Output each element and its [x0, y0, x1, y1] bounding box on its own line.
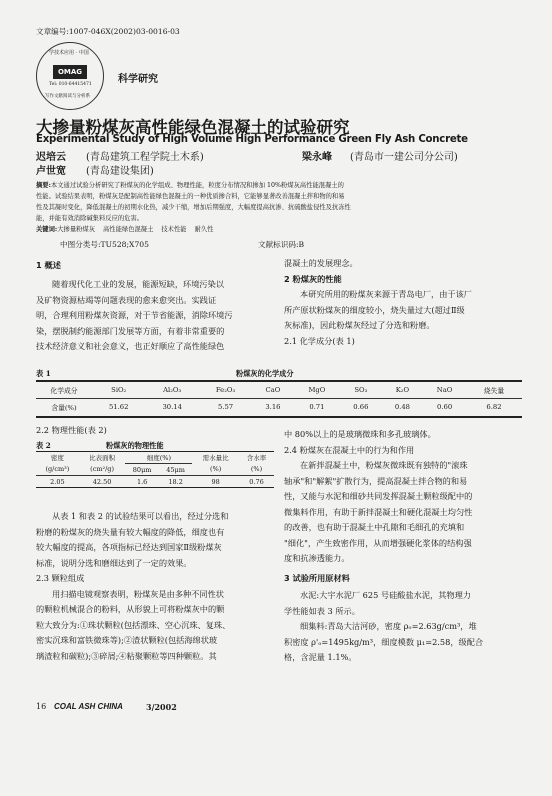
- table-row-label: 含量(%): [51, 404, 77, 412]
- table-header-cell: 45μm: [166, 465, 185, 474]
- table1: [36, 382, 522, 415]
- paragraph-line: 粉磨的粉煤灰的烧失量有较大幅度的降低，细度也有: [36, 526, 225, 537]
- table-row: [36, 399, 522, 416]
- table-cell: 42.50: [92, 477, 112, 486]
- table-header-cell: 密度: [50, 454, 64, 463]
- paragraph-line: 在新拌混凝土中，粉煤灰微珠既有独特的"滚珠: [300, 460, 468, 470]
- section-heading: 1 概述: [36, 260, 61, 270]
- section-heading: 2 粉煤灰的性能: [284, 273, 342, 284]
- paragraph-line: 微集料作用，有助于新拌混凝土和硬化混凝土均匀性: [284, 506, 473, 517]
- logo-arc-text: 学技术应用 · 中国: [49, 50, 89, 56]
- paragraph-line: 粒大致分为:①珠状颗粒(包括漂珠、空心沉珠、复珠、: [36, 619, 231, 630]
- paragraph-line: 中 80%以上的是玻璃微珠和多孔玻璃体。: [284, 429, 436, 439]
- paragraph-line: 及矿物资源枯竭等问题表现的愈来愈突出。实践证: [36, 294, 217, 305]
- subsection-heading: 2.3 颗粒组成: [36, 573, 85, 583]
- paragraph-line: 度和抗渗透能力。: [284, 553, 350, 563]
- table1-caption: 粉煤灰的化学成分: [236, 369, 294, 378]
- table-header-cell: (cm²/g): [90, 465, 114, 474]
- paragraph-line: 灰标准)，因此粉煤灰经过了分选和粉磨。: [284, 320, 435, 330]
- paragraph-line: 密实沉珠和富铁微珠等);②渣状颗粒(包括海绵状玻: [36, 635, 218, 645]
- table-cell: 51.62: [108, 403, 129, 411]
- table-header-cell: NaO: [436, 386, 453, 394]
- abstract-line: 性能。试验结果表明，粉煤灰是配制高性能绿色混凝土的一种优质掺合料，它能够显著改善混凝土拌和物的和易: [36, 193, 345, 200]
- paragraph-line: 明，合理利用粉煤灰资源，对于节省能源，消除环境污: [36, 310, 233, 320]
- author-affiliation: (青岛建筑工程学院土木系): [86, 152, 204, 163]
- keywords-label: 关键词:: [36, 226, 58, 233]
- abstract-line: 能，并能有效消除碱集料反应的危害。: [36, 215, 144, 222]
- table-cell: 6.82: [486, 403, 502, 411]
- paragraph-line: 积密度 ρ'ₒ=1495kg/m³，细度模数 μ₁=2.58，级配合: [284, 636, 484, 647]
- table-cell: 0.71: [309, 403, 325, 411]
- title-cn: 大掺量粉煤灰高性能绿色混凝土的试验研究: [36, 118, 350, 137]
- paragraph-line: "细化"，产生致密作用，从而增强硬化浆体的结构强: [284, 537, 472, 548]
- table-cell: 98: [211, 477, 220, 486]
- abstract: [36, 180, 522, 235]
- table-header-cell: 烧失量: [483, 387, 505, 395]
- table-header-cell: (g/cm³): [45, 465, 70, 474]
- paragraph-line: 混凝土的发展理念。: [284, 258, 358, 268]
- paragraph-line: 染，摆脱制约能源部门发展等方面，有着非常重要的: [36, 325, 225, 336]
- table-header-row: [36, 464, 274, 476]
- paragraph-line: 性，又能与水泥和细砂共同发挥混凝土颗粒级配中的: [284, 491, 473, 501]
- table-header-cell: Fe₂O₃: [215, 386, 236, 394]
- table-cell: 2.05: [50, 477, 65, 486]
- table1-bottom-rule: [36, 416, 522, 418]
- table-row: [36, 476, 274, 488]
- table-header-cell: (%): [210, 465, 222, 474]
- paragraph-line: 从表 1 和表 2 的试验结果可以看出，经过分选和: [52, 511, 229, 521]
- paragraph-line: 用扫描电镜观察表明，粉煤灰是由多种不同性状: [52, 588, 224, 599]
- table-header-cell: SO₃: [354, 386, 368, 394]
- table-cell: 0.48: [394, 403, 410, 411]
- table-header-cell: SiO₂: [111, 386, 127, 394]
- paragraph-line: 本研究所用的粉煤灰来源于青岛电厂，由于该厂: [300, 289, 472, 299]
- author-affiliation: (青岛建设集团): [86, 166, 154, 177]
- journal-name: COAL ASH CHINA: [54, 702, 123, 711]
- right-column-body: [284, 427, 520, 666]
- abstract-line: 性及其凝时变化，降低混凝土的初期水化热，减少干缩，增加后期强度，大幅度提高抗渗、抗硫酸盐侵性及抗冻性: [36, 204, 351, 211]
- subsection-heading: 2.2 物理性能(表 2): [36, 425, 107, 435]
- section-label: 科学研究: [118, 74, 158, 85]
- table-header-cell: (%): [250, 465, 263, 474]
- paragraph-line: 水泥:大宇水泥厂 625 号硅酸盐水泥，其物理力: [300, 590, 471, 600]
- table-header-cell: 细度(%): [125, 452, 192, 464]
- author: 梁永峰: [302, 152, 332, 163]
- abstract-line: 本文通过试验分析研究了粉煤灰的化学组成、物理性能，粒度分布情况和掺加 10%粉煤灰高性能混凝土的: [50, 182, 344, 189]
- paragraph-line: 轴承"和"解絮"扩散行为，提高混凝土拌合物的和易: [284, 475, 468, 486]
- clc-number: 中图分类号:TU528;X705: [60, 240, 149, 249]
- table-cell: 0.76: [249, 477, 264, 486]
- table2-caption: 粉煤灰的物理性能: [106, 441, 164, 450]
- paragraph-line: 标准，说明分选和磨细达到了一定的效果。: [36, 557, 192, 568]
- paragraph-line: 格，含泥量 1.1%。: [284, 652, 357, 662]
- table-header-cell: Al₂O₃: [163, 386, 182, 394]
- section-1-body: [36, 277, 274, 355]
- paragraph-line: 所产原状粉煤灰的细度较小，烧失量过大(超过Ⅱ级: [284, 304, 465, 315]
- issue-number: 3/2002: [146, 702, 177, 712]
- author: 迟培云: [36, 152, 66, 163]
- right-column-top: [284, 256, 520, 349]
- abstract-label: 摘要:: [36, 182, 51, 189]
- title-en: Experimental Study of High Volume High Performance Green Fly Ash Concrete: [36, 134, 468, 145]
- paragraph-line: 璃渣粒和碳粒);③碎屑;④粘聚颗粒等四种颗粒。其: [36, 650, 217, 661]
- table-header-cell: 比表面积: [89, 454, 116, 463]
- logo-bottom-text: 写作文献阅读与分析系: [45, 94, 90, 99]
- table2-label: 表 2: [36, 441, 51, 450]
- table-header-cell: 含水率: [246, 454, 267, 463]
- subsection-heading: 2.4 粉煤灰在混凝土中的行为和作用: [284, 444, 415, 455]
- table-header-cell: CaO: [265, 386, 281, 394]
- paragraph-line: 学性能如表 3 所示。: [284, 605, 360, 616]
- table-header-row: [36, 452, 274, 464]
- subsection-heading: 2.1 化学成分(表 1): [284, 335, 355, 346]
- table-header-cell: 化学成分: [50, 387, 78, 395]
- page-number: 16: [36, 702, 47, 711]
- table-cell: 0.66: [353, 403, 369, 411]
- section-heading: 3 试验所用原材料: [284, 572, 350, 583]
- author: 卢世宽: [36, 166, 66, 177]
- paragraph-line: 随着现代化工业的发展，能源短缺，环境污染以: [52, 279, 224, 289]
- table-header-cell: 80μm: [132, 465, 152, 474]
- table-cell: 30.14: [162, 403, 182, 411]
- paragraph-line: 细集料:青岛大沽河砂，密度 ρₒ=2.63g/cm³，堆: [300, 621, 477, 631]
- logo-stamp: OMAG: [53, 65, 87, 79]
- logo-tel: Tel: 010-64415471: [49, 82, 92, 87]
- article-number: 文章编号:1007-046X(2002)03-0016-03: [36, 27, 180, 36]
- table-cell: 0.60: [437, 403, 453, 411]
- table2: [36, 452, 274, 487]
- journal-logo: [36, 42, 104, 110]
- left-column-body: [36, 509, 274, 664]
- table-header-row: [36, 382, 522, 399]
- table-cell: 5.57: [217, 403, 234, 411]
- table-cell: 3.16: [265, 403, 281, 411]
- table2-bottom-rule: [36, 487, 274, 488]
- table-cell: 1.6: [136, 477, 148, 486]
- author-affiliation: (青岛市一建公司分公司): [350, 152, 458, 163]
- paragraph-line: 较大幅度的提高，各项指标已经达到国家Ⅱ级粉煤灰: [36, 542, 222, 552]
- table1-label: 表 1: [36, 369, 51, 378]
- table-cell: 18.2: [168, 477, 183, 486]
- document-code: 文献标识码:B: [258, 240, 305, 249]
- table-header-cell: K₂O: [395, 386, 410, 394]
- paragraph-line: 技术经济意义和社会意义，也正好顺应了高性能绿色: [36, 341, 225, 351]
- keywords-text: 大掺量粉煤灰 高性能绿色混凝土 技术性能 耐久性: [57, 226, 214, 233]
- table-header-cell: MgO: [308, 386, 326, 394]
- table-header-cell: 需水量比: [202, 454, 229, 463]
- paragraph-line: 的改善，也有助于混凝土中孔隙和毛细孔的充填和: [284, 522, 465, 532]
- paragraph-line: 的颗粒机械混合的粉料，从形貌上可将粉煤灰中的颗: [36, 604, 225, 614]
